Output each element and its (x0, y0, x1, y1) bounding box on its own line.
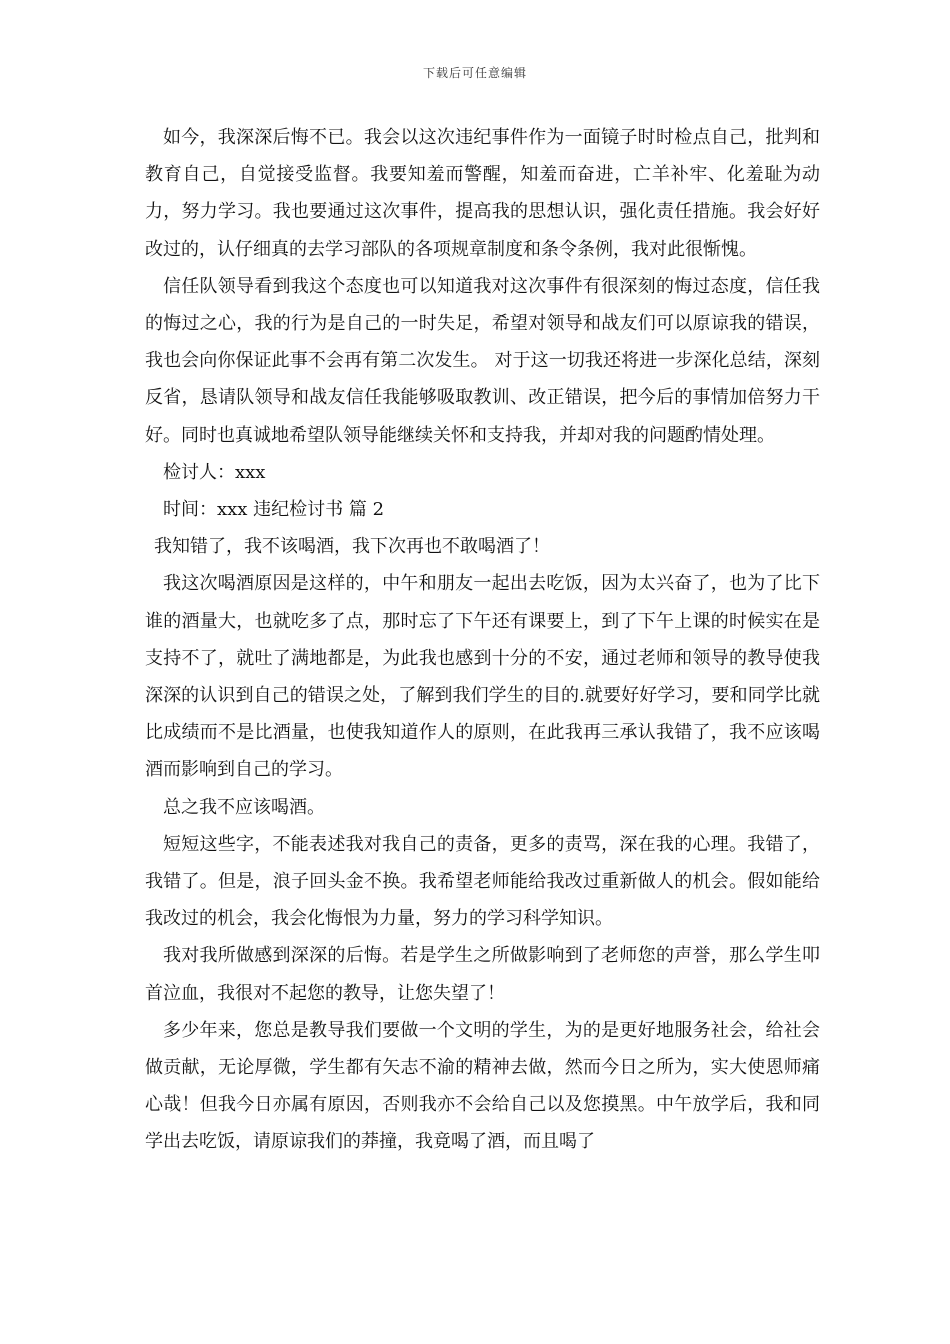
signature-line: 检讨人：xxx (163, 461, 266, 483)
page-header-note: 下载后可任意编辑 (422, 66, 527, 80)
paragraph-7: 我对我所做感到深深的后悔。若是学生之所做影响到了老师您的声誉，那么学生叩首泣血，我很对不起您的教导，让您失望了！ (145, 945, 820, 1004)
paragraph-4: 我这次喝酒原因是这样的，中午和朋友一起出去吃饭，因为太兴奋了，也为了比下谁的酒量大，也就吃多了点，那时忘了下午还有课要上，到了下午上课的时候实在是支持不了，就吐了满地都是，为此我也感到十分的不安，通过老师和领导的教导使我深深的认识到自己的错误之处，了解到我们学生的目的.就要好好学习，要和同学比就比成绩而不是比酒量，也使我知道作人的原则，在此我再三承认我错了，我不应该喝酒而影响到自己的学习。 (145, 573, 820, 781)
paragraph-5: 总之我不应该喝酒。 (163, 796, 325, 818)
paragraph-3: 我知错了，我不该喝酒，我下次再也不敢喝酒了！ (154, 536, 550, 558)
document-body (145, 119, 820, 1161)
paragraph-8: 多少年来，您总是教导我们要做一个文明的学生，为的是更好地服务社会，给社会做贡献，无论厚微，学生都有矢志不渝的精神去做，然而今日之所为，实大使恩师痛心哉！但我今日亦属有原因，否则我亦不会给自己以及您摸黑。中午放学后，我和同学出去吃饭，请原谅我们的莽撞，我竟喝了酒，而且喝了 (145, 1019, 820, 1153)
date-title-line: 时间：xxx 违纪检讨书 篇 2 (163, 499, 385, 521)
paragraph-1: 如今，我深深后悔不已。我会以这次违纪事件作为一面镜子时时检点自己，批判和教育自己，自觉接受监督。我要知羞而警醒，知羞而奋进，亡羊补牢、化羞耻为动力，努力学习。我也要通过这次事件，提高我的思想认识，强化责任措施。我会好好改过的，认仔细真的去学习部队的各项规章制度和条令条例，我对此很惭愧。 (145, 127, 820, 260)
paragraph-6: 短短这些字，不能表述我对我自己的责备，更多的责骂，深在我的心理。我错了，我错了。但是，浪子回头金不换。我希望老师能给我改过重新做人的机会。假如能给我改过的机会，我会化悔恨为力量，努力的学习科学知识。 (145, 833, 820, 930)
paragraph-2: 信任队领导看到我这个态度也可以知道我对这次事件有很深刻的悔过态度，信任我的悔过之心，我的行为是自己的一时失足，希望对领导和战友们可以原谅我的错误，我也会向你保证此事不会再有第二次发生。 对于这一切我还将进一步深化总结，深刻反省，恳请队领导和战友信任我能够吸取教训、改正错误，把今后的事情加倍努力干好。同时也真诚地希望队领导能继续关怀和支持我，并却对我的问题酌情处理。 (145, 275, 820, 446)
